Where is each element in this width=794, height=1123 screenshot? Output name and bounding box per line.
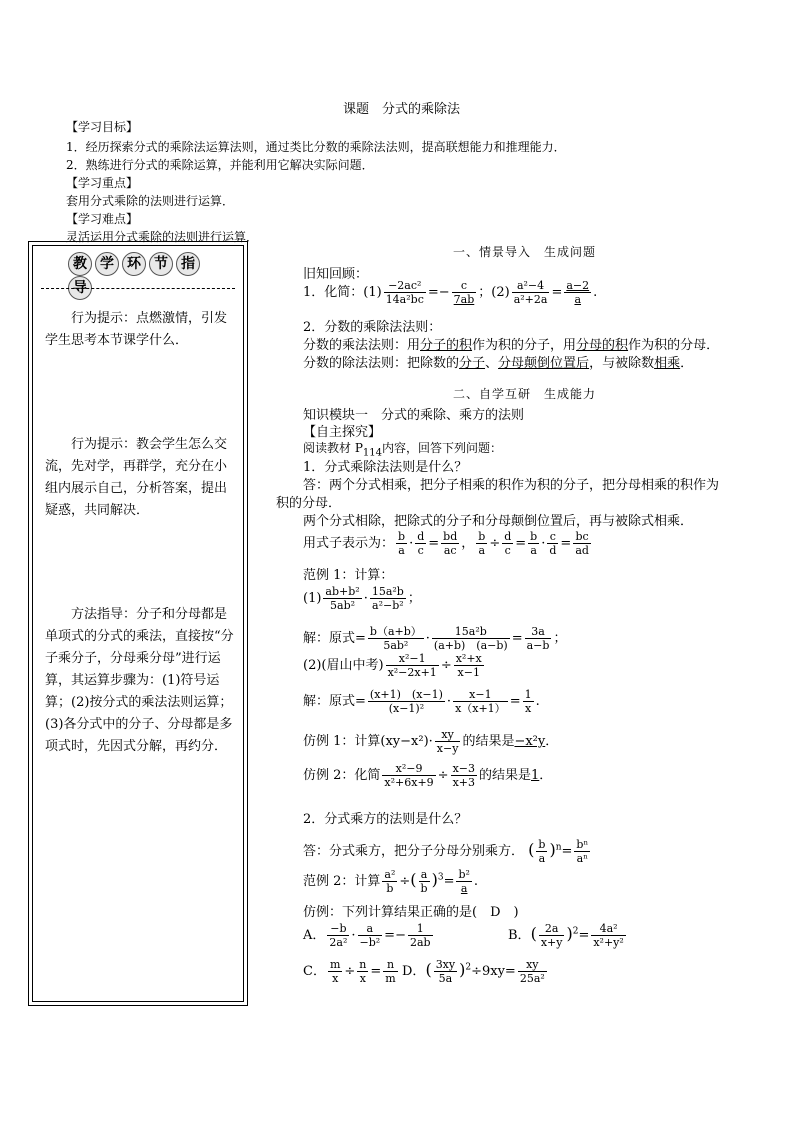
q1b-fraction [512,279,550,306]
badge-char: 学 [95,252,119,276]
practice-text: 仿例 1：计算(xy−x²)· [303,734,433,749]
section1-title: 一、情景导入 生成问题 [453,245,597,259]
denominator: (x−1)² [388,702,425,715]
difficulty-heading: 【学习难点】 [66,212,139,226]
badge-char: 节 [149,252,173,276]
denominator: 25a² [519,972,545,985]
q1a-answer-denominator: 7ab [453,293,475,306]
example-2: 范例 2：计算 $\frac{\text{a²}}{b}$ ÷( $\frac{a}{b}$ )$^3$= $\frac{\text{b²}}{a}$ . [303,868,479,895]
option-d: D．( $\frac{3xy}{5a}$ )$^2$÷9xy= $\frac{xy}{\text{25a²}}$ [402,958,545,985]
sidebar-tip-2: 行为提示：教会学生怎么交流，先对学，再群学，充分在小组内展示自己，分析答案，提出疑惑，共同解决． [45,437,228,518]
ph1-frac [435,728,461,755]
answer-1-line-3: 两个分式相除，把除式的分子和分母颠倒位置后，再与被除式相乘． [303,514,694,529]
q1a-numerator: −2ac² [384,279,426,293]
sol1-frac-2 [432,625,510,652]
example-2-label: 范例 2：计算 [303,874,381,889]
ex1-1-label: (1) [303,591,322,606]
question-1 [303,279,597,306]
objective-item-2: 2．熟练进行分式的乘除运算，并能利用它解决实际问题． [66,158,374,172]
option-a-equals: =− [384,928,406,943]
page-ref: 114 [362,447,382,459]
q1a-answer [452,279,477,306]
numerator: ab+b² [325,585,360,598]
option-a: A． $\frac{-b}{\text{2a²}}$ · $\frac{a}{\text{−b²}}$ =− $\frac{1}{2ab}$ [303,922,431,949]
example-1-part-1: (1) $\frac{\text{ab+b²}}{\text{5ab²}}$ · $\frac{\text{15a²b}}{\text{a²−b²}}$ ； [303,585,421,612]
answer-2: 答：分式乘方，把分子分母分别乘方． ( $\frac{b}{a}$ )$^n$= $\frac{\text{bⁿ}}{\text{aⁿ}}$ [303,838,589,865]
q1a-equals: =− [427,285,450,300]
read-tail: 内容，回答下列问题： [381,441,502,455]
numerator: 15a²b [432,625,510,639]
badge-divider [41,288,235,289]
denominator: x [524,702,532,715]
solution-label: 解：原式= [303,694,366,709]
practice-text: ． [539,768,553,783]
div-rule-blank-2: 分母颠倒位置后 [498,356,590,371]
denominator: x²−2x+1 [387,666,437,679]
numerator: 15a²b [371,585,404,598]
numerator: 1 [408,922,433,936]
explore-heading: 【自主探究】 [303,425,382,440]
ex1-2-frac-1 [386,652,439,679]
practice-2: 仿例 2：化简 $\frac{\text{x²−9}}{\text{x²+6x+9}}$ ÷ $\frac{x-3}{x+3}$ 的结果是1． [303,762,553,789]
division-rule [303,352,693,371]
key-point-text: 套用分式乘除的法则进行运算． [66,194,235,208]
denominator: 5ab² [330,599,356,612]
mult-rule-part: 分数的乘法法则：用 [303,338,421,353]
mult-rule-part: 作为积的分子，用 [472,338,577,353]
ex2-answer-denominator: a [460,882,468,895]
question-2-1: 1．分式乘除法法则是什么？ [303,460,468,475]
denominator: x²+6x+9 [384,776,434,789]
ex1-2-label: (2)(眉山中考) [303,658,384,673]
badge-char: 教 [68,252,92,276]
numerator: 4a² [591,922,625,936]
numerator: xy [435,728,461,742]
formula-row: 用式子表示为： $\frac{b}{a}$ · $\frac{d}{c}$ = $\frac{bd}{ac}$ ， $\frac{b}{a}$ ÷ $\frac{d}{c}$ = $\frac{b}{a}$ · $\frac{c}{d}$ = $\frac{bc}{ad}$ [303,530,589,557]
option-letter: B． [508,928,531,943]
formula-frac: $\frac{d}{c}$ [417,530,425,557]
sidebar-tip-1: 行为提示：点燃激情，引发学生思考本节课学什么． [45,311,228,348]
q1a-fraction [384,279,426,306]
formula-frac: $\frac{c}{d}$ [549,530,557,557]
example-1-label: 范例 1：计算： [303,568,394,583]
denominator: x−y [436,742,459,755]
numerator: x−1 [453,688,508,702]
page-title: 课题 分式的乘除法 [343,102,461,117]
sidebar-inner-border [32,245,244,1002]
practice-1 [303,728,558,755]
formula-frac: $\frac{bd}{ac}$ [443,530,458,557]
solution-label: 解：原式= [303,631,366,646]
answer-2-text: 答：分式乘方，把分子分母分别乘方． [303,844,525,859]
ex1-1-frac-2 [370,585,406,612]
solution-1: 解：原式= $\frac{b(a+b)}{\text{5ab²}}$ · $\frac{\text{15a²b}}{(a+b) (a-b)}$ = $\frac{3a}{a-b}$ ； [303,625,567,652]
option-b: B．( $\frac{2a}{x+y}$ )$^2$= $\frac{\text{4a²}}{\text{x²+y²}}$ [508,922,624,949]
q1b-denominator: a²+2a [513,293,548,306]
answer-1-line-1: 答：两个分式相乘，把分子相乘的积作为积的分子，把分母相乘的积作为 [303,478,720,493]
q1-separator: ；(2) [478,285,510,300]
numerator: x²−9 [382,762,435,776]
practice-text: 仿例 2：化简 [303,768,381,783]
denominator: x（x+1） [455,702,506,715]
practice-text: 的结果是 [478,768,531,783]
sol1-answer [525,625,552,652]
practice-2-answer: 1 [531,768,540,783]
q1b-answer-numerator: a−2 [566,279,590,292]
numerator: x−3 [452,762,475,775]
sol1-frac-1 [368,625,424,652]
sol2-frac-2 [453,688,508,715]
option-c: C． $\frac{m}{x}$ ÷ $\frac{n}{x}$ = $\frac{n}{m}$ [303,958,396,985]
answer-1-line-2: 积的分母． [276,496,342,511]
ex1-2-frac-2 [454,652,484,679]
mult-rule-part: 作为积的分母． [628,338,720,353]
section2-title: 二、自学互研 生成能力 [453,387,597,401]
numerator: 3a [525,625,552,639]
ex1-1-frac-1 [323,585,361,612]
review-label: 旧知回顾： [303,267,369,282]
q1b-numerator: a²−4 [512,279,550,293]
question-2-2: 2．分式乘方的法则是什么？ [303,812,468,827]
denominator: x²+y² [593,936,624,949]
div-rule-part: ，与被除数 [589,356,655,371]
numerator: x²+x [455,652,482,665]
formula-frac: $\frac{b}{a}$ [530,530,538,557]
div-rule-part: 、 [485,356,499,371]
sol2-frac-1 [368,688,445,715]
solution-2: 解：原式= $\frac{(x+1) (x-1)}{\text{(x−1)²}}$ · $\frac{x-1}{x(x+1)}$ = $\frac{1}{x}$ . [303,688,540,715]
denominator: x−1 [457,666,480,679]
mult-rule-blank-1: 分子的积 [420,338,473,353]
practice-text: ． [545,734,559,749]
formula-frac: $\frac{b}{a}$ [398,530,406,557]
denominator: a−b [526,639,550,652]
key-point-heading: 【学习重点】 [66,176,139,190]
q1a-denominator: 14a²bc [385,293,424,306]
denominator: 5ab² [383,639,409,652]
option-letter: C． [303,964,326,979]
teaching-guide-sidebar [28,241,248,1006]
sidebar-tip-3: 方法指导：分子和分母都是单项式的分式的乘法，直接按“分子乘分子，分母乘分母”进行运算，其运算步骤为：(1)符号运算；(2)按分式的乘法法则运算；(3)各分式中的分子、分母都是多项式时，先因式分解，再约分． [45,607,234,754]
difficulty-text: 灵活运用分式乘除的法则进行运算． [66,230,259,244]
option-letter: A． [303,928,326,943]
denominator: a²−b² [372,599,404,612]
q1b-equals: = [551,285,563,300]
denominator: 2ab [409,936,431,949]
badge-char: 导 [68,276,92,300]
q1a-answer-numerator: c [452,279,477,293]
ph2-frac-2 [451,762,477,789]
sol2-answer [523,688,534,715]
ex2-answer-numerator: b² [458,868,470,881]
ph2-frac-1 [382,762,435,789]
badge-char: 环 [122,252,146,276]
read-text: 阅读教材 P [303,441,363,455]
q1b-period: . [593,285,598,300]
option-letter: D． [402,964,426,979]
denominator: (a+b) (a−b) [433,639,508,652]
badge-char: 指 [176,252,200,276]
numerator: (x+1) (x−1) [369,688,443,701]
numerator: b（a+b） [369,625,422,638]
numerator: x²−1 [386,652,439,666]
numerator: 1 [524,688,532,701]
denominator: x+3 [452,776,475,789]
formula-label: 用式子表示为： [303,536,395,551]
div-rule-blank-3: 相乘 [654,356,681,371]
example-1-part-2: (2)(眉山中考) $\frac{\text{x²−1}}{\text{x²−2x+1}}$ ÷ $\frac{\text{x²+x}}{x-1}$ [303,652,482,679]
q1-prefix: 1．化简：(1) [303,285,382,300]
formula-frac: $\frac{b}{a}$ [478,530,486,557]
formula-frac: $\frac{d}{c}$ [504,530,512,557]
objective-item-1: 1．经历探索分式的乘除法运算法则，通过类比分数的乘除法法则，提高联想能力和推理能力． [66,140,566,154]
q1b-answer [564,279,591,306]
teaching-guide-badge [68,252,220,296]
objectives-heading: 【学习目标】 [66,120,139,134]
numerator: xy [518,958,547,972]
div-rule-part: 分数的除法法则：把除数的 [303,356,460,371]
mult-rule-blank-2: 分母的积 [576,338,629,353]
practice-text: 的结果是 [462,734,515,749]
div-rule-part: ． [680,356,694,371]
question-2: 2．分数的乘除法法则： [303,320,442,335]
knowledge-module: 知识模块一 分式的乘除、乘方的法则 [303,408,525,423]
formula-frac: $\frac{bc}{ad}$ [575,530,589,557]
practice-1-answer: −x²y [514,734,546,749]
practice-3: 仿例：下列计算结果正确的是( D ) [303,905,519,920]
q1b-answer-denominator: a [574,293,582,306]
div-rule-blank-1: 分子 [459,356,486,371]
multiplication-rule [303,334,719,353]
